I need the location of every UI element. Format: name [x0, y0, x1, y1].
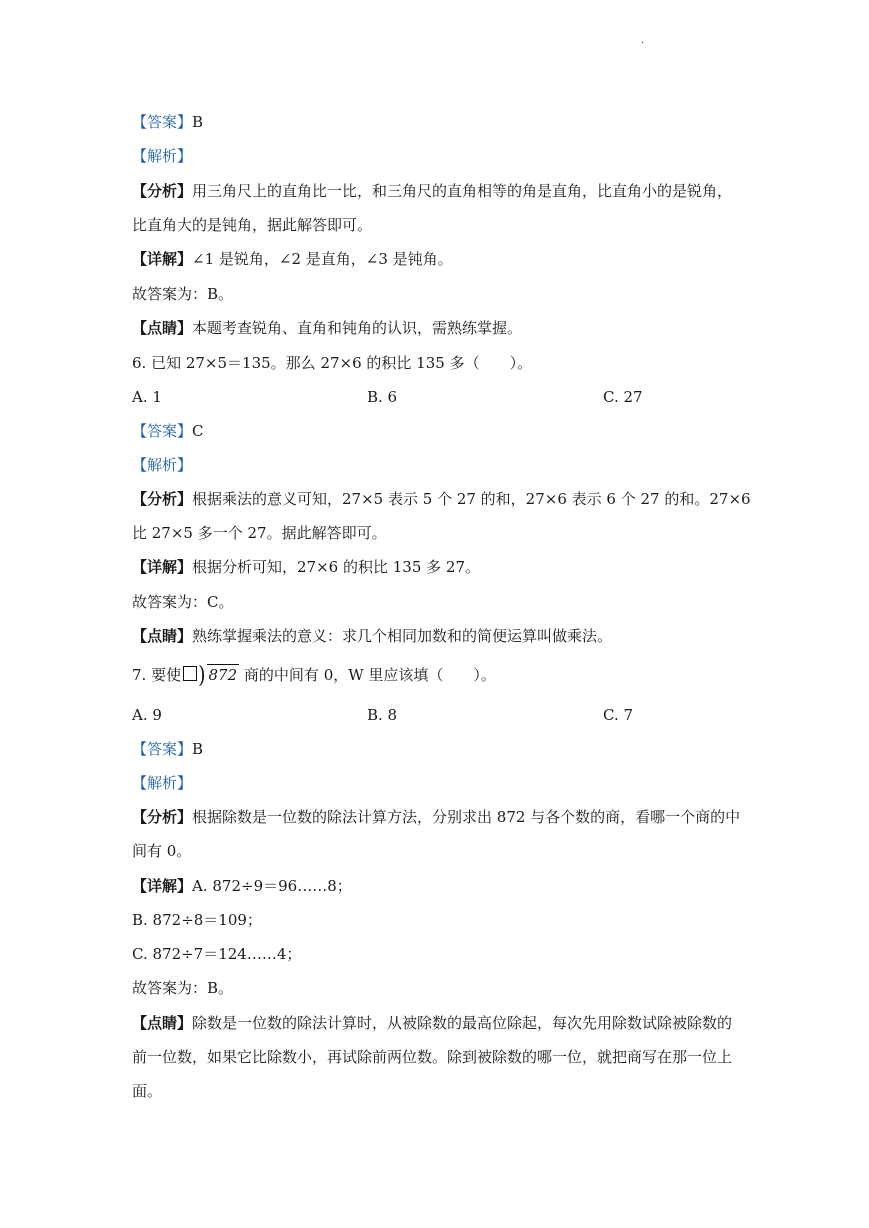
xiangjie-tag: 【详解】 — [132, 250, 193, 268]
fenxi-text: 用三角尺上的直角比一比，和三角尺的直角相等的角是直角，比直角小的是锐角， — [192, 182, 733, 200]
q6-conclusion: 故答案为：C。 — [132, 593, 234, 611]
xiangjie-a: A. 872÷9＝96……8； — [192, 877, 352, 895]
q6-option-b: B. 6 — [367, 388, 398, 406]
analysis-tag: 【解析】 — [132, 456, 193, 474]
q6-dianjing-line — [132, 626, 612, 646]
q7-question-suffix: 商的中间有 0，W 里应该填（ ）。 — [239, 666, 496, 684]
q6-fenxi-line1 — [132, 489, 751, 509]
q7-question — [132, 661, 496, 689]
fenxi-tag: 【分析】 — [132, 490, 193, 508]
fenxi-text: 根据乘法的意义可知，27×5 表示 5 个 27 的和，27×6 表示 6 个 27 的和。27×6 — [192, 490, 751, 508]
q7-answer-line — [132, 739, 203, 759]
q6-xiangjie-line — [132, 557, 480, 577]
q7-xiangjie-line — [132, 876, 352, 896]
answer-tag: 【答案】 — [132, 113, 193, 131]
fenxi-tag: 【分析】 — [132, 182, 193, 200]
answer-value: C — [192, 422, 204, 440]
q7-dianjing-line2: 前一位数，如果它比除数小，再试除前两位数。除到被除数的哪一位，就把商写在那一位上 — [132, 1048, 733, 1066]
answer-tag: 【答案】 — [132, 422, 193, 440]
answer-value: B — [192, 113, 204, 131]
q7-option-b: B. 8 — [367, 706, 398, 724]
answer-value: B — [192, 740, 204, 758]
q5-conclusion: 故答案为：B。 — [132, 285, 234, 303]
header-dot: · — [641, 38, 645, 49]
q6-answer-line — [132, 421, 204, 441]
xiangjie-tag: 【详解】 — [132, 877, 193, 895]
q5-xiangjie-line — [132, 249, 453, 269]
q7-fenxi-line1 — [132, 807, 740, 827]
q7-dianjing-line1 — [132, 1013, 732, 1033]
dianjing-text: 熟练掌握乘法的意义：求几个相同加数和的简便运算叫做乘法。 — [192, 627, 613, 645]
q7-xiangjie-c: C. 872÷7＝124……4； — [132, 945, 302, 963]
q7-option-c: C. 7 — [603, 706, 634, 724]
q7-question-prefix: 7. 要使 — [132, 666, 182, 684]
q7-fenxi-line2: 间有 0。 — [132, 842, 192, 860]
q6-fenxi-line2: 比 27×5 多一个 27。据此解答即可。 — [132, 524, 387, 542]
q6-analysis-line — [132, 455, 192, 475]
q5-analysis-line — [132, 146, 192, 166]
xiangjie-tag: 【详解】 — [132, 558, 193, 576]
fenxi-text: 根据除数是一位数的除法计算方法，分别求出 872 与各个数的商，看哪一个商的中 — [192, 808, 741, 826]
fenxi-tag: 【分析】 — [132, 808, 193, 826]
q7-dividend: 872 — [208, 666, 238, 684]
xiangjie-text: ∠1 是锐角，∠2 是直角，∠3 是钝角。 — [192, 250, 453, 268]
dianjing-tag: 【点睛】 — [132, 319, 193, 337]
q7-analysis-line — [132, 773, 192, 793]
q7-xiangjie-b: B. 872÷8＝109； — [132, 911, 262, 929]
q6-option-c: C. 27 — [603, 388, 643, 406]
analysis-tag: 【解析】 — [132, 147, 193, 165]
dianjing-text: 除数是一位数的除法计算时，从被除数的最高位除起，每次先用除数试除被除数的 — [192, 1014, 733, 1032]
q5-dianjing-line — [132, 318, 522, 338]
dianjing-tag: 【点睛】 — [132, 627, 193, 645]
q6-option-a: A. 1 — [132, 388, 162, 406]
xiangjie-text: 根据分析可知，27×6 的积比 135 多 27。 — [192, 558, 481, 576]
divisor-box-icon — [183, 666, 197, 681]
q5-answer-line — [132, 112, 203, 132]
q7-option-a: A. 9 — [132, 706, 162, 724]
q5-fenxi-line2: 比直角大的是钝角，据此解答即可。 — [132, 216, 373, 234]
answer-tag: 【答案】 — [132, 740, 193, 758]
q7-dianjing-line3: 面。 — [132, 1082, 163, 1100]
q7-conclusion: 故答案为：B。 — [132, 979, 234, 997]
dianjing-text: 本题考查锐角、直角和钝角的认识，需熟练掌握。 — [192, 319, 523, 337]
q5-fenxi-line1 — [132, 181, 732, 201]
q6-question: 6. 已知 27×5＝135。那么 27×6 的积比 135 多（ ）。 — [132, 354, 533, 372]
long-division-bracket-icon: ) — [198, 661, 206, 689]
dianjing-tag: 【点睛】 — [132, 1014, 193, 1032]
analysis-tag: 【解析】 — [132, 774, 193, 792]
